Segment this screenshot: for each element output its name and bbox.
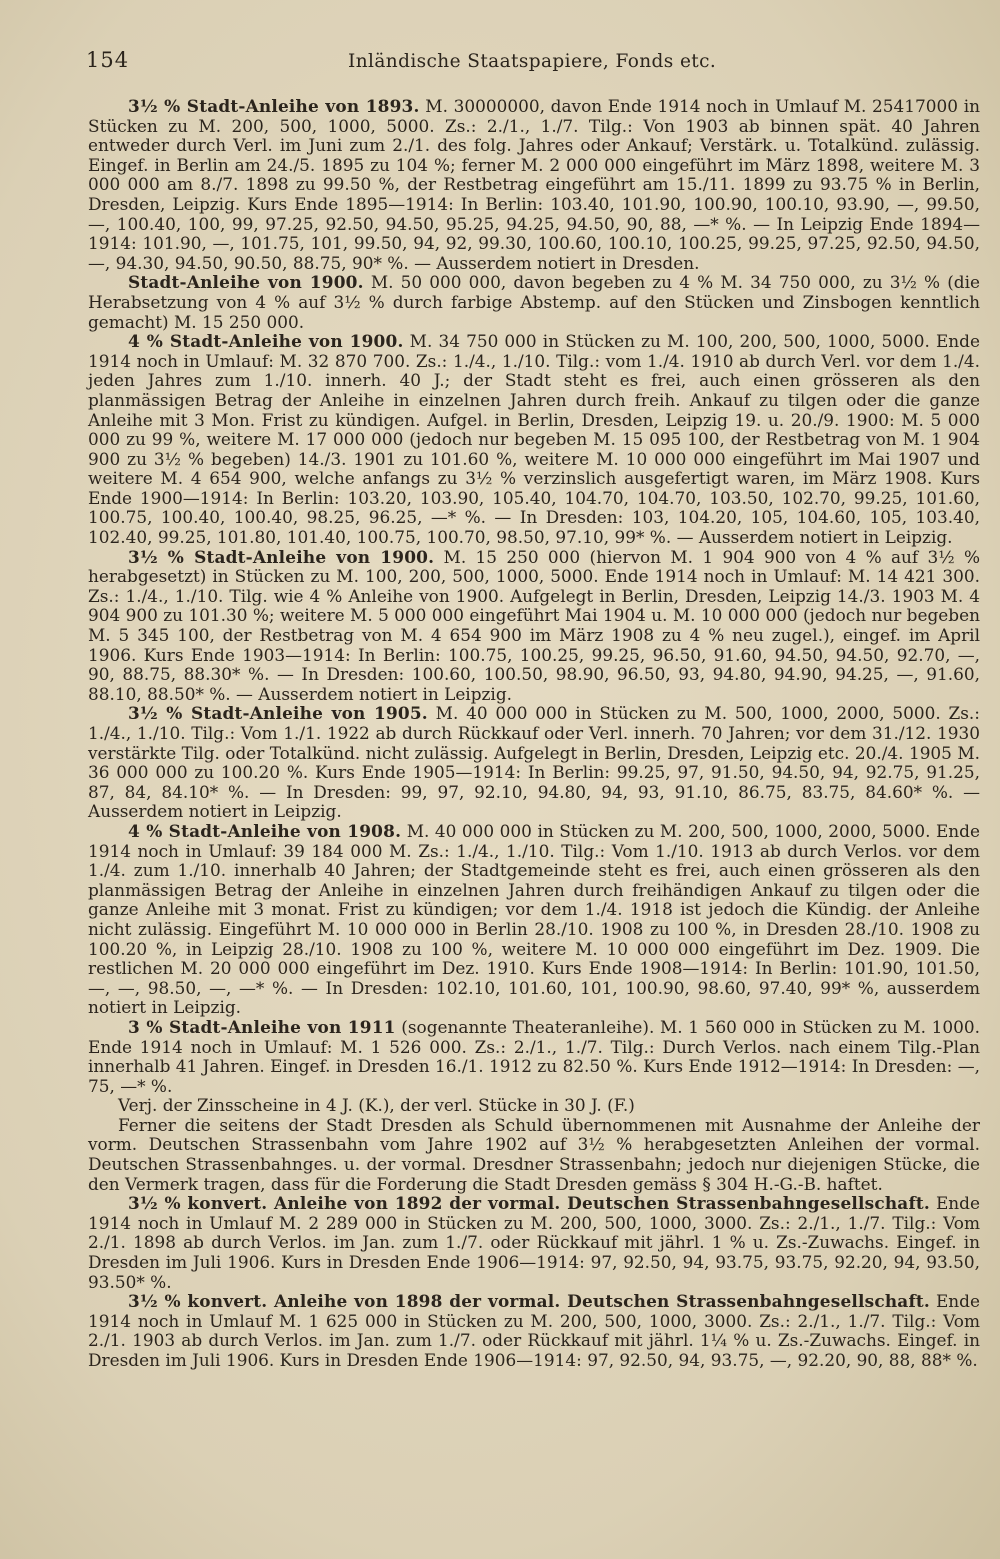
entry-text: M. 40 000 000 in Stücken zu M. 200, 500, 1000, 2000, 5000. Ende 1914 noch in Umlauf: 39 184 000 M. Zs.: 1./4., 1./10. Tilg.: Vom 1./10. 1913 ab durch Verlos. vor dem 1./4. zum 1./10. innerhalb 40 Jahren; der Stadtgemeinde steht es frei, auch einen grösseren als den planmässigen Betrag der Anleihe in einzelnen Jahren durch freihändigen Ankauf zu tilgen oder die ganze Anleihe mit 3 monat. Frist zu kündigen; vor dem 1./4. 1918 ist jedoch die Kündig. der Anleihe nicht zulässig. Eingeführt M. 10 000 000 in Berlin 28./10. 1908 zu 100 %, in Dresden 28./10. 1908 zu 100.20 %, in Leipzig 28./10. 1908 zu 100 %, weitere M. 10 000 000 eingeführt im Dez. 1909. Die restlichen M. 20 000 000 eingeführt im Dez. 1910. Kurs Ende 1908—1914: In Berlin: 101.90, 101.50, —, —, 98.50, —, —* %. — In Dresden: 102.10, 101.60, 101, 100.90, 98.60, 97.40, 99* %, ausserdem notiert in Leipzig. (88, 820, 980, 1018)
entry-konvert-anleihe-1898 (88, 1292, 980, 1370)
entry-text: M. 40 000 000 in Stücken zu M. 500, 1000, 2000, 5000. Zs.: 1./4., 1./10. Tilg.: Vom 1./1. 1922 ab durch Rückkauf oder Verl. innerh. 70 Jahren; vor dem 31./12. 1930 verstärkte Tilg. oder Totalkünd. nicht zulässig. Aufgelegt in Berlin, Dresden, Leipzig etc. 20./4. 1905 M. 36 000 000 zu 100.20 %. Kurs Ende 1905—1914: In Berlin: 99.25, 97, 91.50, 94.50, 94, 92.75, 91.25, 87, 84, 84.10* %. — In Dresden: 99, 97, 92.10, 94.80, 94, 93, 91.10, 86.75, 83.75, 84.60* %. — Ausserdem notiert in Leipzig. (88, 703, 980, 822)
running-title: Inländische Staatspapiere, Fonds etc. (348, 51, 717, 72)
entry-text: M. 50 000 000, davon begeben zu 4 % M. 34 750 000, zu 3½ % (die Herabsetzung von 4 % auf 3½ % durch farbige Abstemp. auf den Stücken und Zinsbogen kenntlich gemacht) M. 15 250 000. (88, 272, 981, 332)
entry-4pct-stadt-anleihe-1900 (88, 332, 980, 548)
entry-stadt-anleihe-1900 (88, 273, 980, 332)
page-header (86, 48, 966, 80)
entry-text: Verj. der Zinsscheine in 4 J. (K.), der verl. Stücke in 30 J. (F.) (118, 1095, 635, 1116)
entry-title: 3½ % konvert. Anleihe von 1898 der vormal. Deutschen Strassenbahngesellschaft. (128, 1291, 930, 1312)
entry-title: 4 % Stadt-Anleihe von 1908. (128, 820, 402, 841)
entry-text: Ferner die seitens der Stadt Dresden als Schuld übernommenen mit Ausnahme der Anleihe der vorm. Deutschen Strassenbahn vom Jahre 1902 auf 3½ % herabgesetzten Anleihen der vormal. Deutschen Strassenbahnges. u. der vormal. Dresdner Strassenbahn; jedoch nur diejenigen Stücke, die den Vermerk tragen, dass für die Forderung die Stadt Dresden gemäss § 304 H.-G.-B. haftet. (88, 1114, 980, 1194)
entry-stadt-anleihe-1908 (88, 822, 980, 1018)
entry-title: 3½ % konvert. Anleihe von 1892 der vormal. Deutschen Strassenbahngesellschaft. (128, 1193, 930, 1214)
entry-text: (sogenannte Theateranleihe). M. 1 560 000 in Stücken zu M. 1000. Ende 1914 noch in Umlauf: M. 1 526 000. Zs.: 2./1., 1./7. Tilg.: Durch Verlos. nach einem Tilg.-Plan innerhalb 41 Jahren. Eingef. in Dresden 16./1. 1912 zu 82.50 %. Kurs Ende 1912—1914: In Dresden: —, 75, —* %. (88, 1016, 980, 1096)
entry-text: M. 30000000, davon Ende 1914 noch in Umlauf M. 25417000 in Stücken zu M. 200, 500, 1000, 5000. Zs.: 2./1., 1./7. Tilg.: Von 1903 ab binnen spät. 40 Jahren entweder durch Verl. im Juni zum 2./1. des folg. Jahres oder Ankauf; Verstärk. u. Totalkünd. zulässig. Eingef. in Berlin am 24./5. 1895 zu 104 %; ferner M. 2 000 000 eingeführt im März 1898, weitere M. 3 000 000 am 8./7. 1898 zu 99.50 %, der Restbetrag eingeführt am 15./11. 1899 zu 93.75 % in Berlin, Dresden, Leipzig. Kurs Ende 1895—1914: In Berlin: 103.40, 101.90, 100.90, 100.10, 93.90, —, 99.50, —, 100.40, 100, 99, 97.25, 92.50, 94.50, 95.25, 94.25, 94.50, 90, 88, —* %. — In Leipzig Ende 1894—1914: 101.90, —, 101.75, 101, 99.50, 94, 92, 99.30, 100.60, 100.10, 100.25, 99.25, 97.25, 92.50, 94.50, —, 94.30, 94.50, 90.50, 88.75, 90* %. — Ausserdem notiert in Dresden. (88, 96, 980, 273)
entry-stadt-anleihe-1905 (88, 704, 980, 822)
entry-title: Stadt-Anleihe von 1900. (128, 272, 364, 293)
entry-uebernommene-anleihen (88, 1116, 980, 1194)
entry-text: Ende 1914 noch in Umlauf M. 2 289 000 in Stücken zu M. 200, 500, 1000, 3000. Zs.: 2./1., 1./7. Tilg.: Vom 2./1. 1898 ab durch Verlos. im Jan. zum 1./7. oder Rückkauf mit jährl. 1 % u. Zs.-Zuwachs. Eingef. in Dresden im Juli 1906. Kurs in Dresden Ende 1906—1914: 97, 92.50, 94, 93.75, 93.75, 92.20, 94, 93.50, 93.50* %. (88, 1193, 980, 1292)
document-body (88, 97, 980, 1371)
entry-title: 3½ % Stadt-Anleihe von 1900. (128, 546, 435, 567)
entry-title: 3½ % Stadt-Anleihe von 1905. (128, 703, 428, 724)
entry-text: M. 34 750 000 in Stücken zu M. 100, 200, 500, 1000, 5000. Ende 1914 noch in Umlauf: M. 32 870 700. Zs.: 1./4., 1./10. Tilg.: vom 1./4. 1910 ab durch Verl. vor dem 1./4. jeden Jahres zum 1./10. innerh. 40 J.; der Stadt steht es frei, auch einen grösseren als den planmässigen Betrag der Anleihe in einzelnen Jahren durch freih. Ankauf zu tilgen oder die ganze Anleihe mit 3 Mon. Frist zu kündigen. Aufgel. in Berlin, Dresden, Leipzig 19. u. 20./9. 1900: M. 5 000 000 zu 99 %, weitere M. 17 000 000 (jedoch nur begeben M. 15 095 100, der Restbetrag von M. 1 904 900 zu 3½ % begeben) 14./3. 1901 zu 101.60 %, weitere M. 10 000 000 eingeführt im Mai 1907 und weitere M. 4 654 900, welche anfangs zu 3½ % verzinslich ausgefertigt waren, im März 1908. Kurs Ende 1900—1914: In Berlin: 103.20, 103.90, 105.40, 104.70, 104.70, 103.50, 102.70, 99.25, 101.60, 100.75, 100.40, 100.40, 98.25, 96.25, —* %. — In Dresden: 103, 104.20, 105, 104.60, 105, 103.40, 102.40, 99.25, 101.80, 101.40, 100.75, 100.70, 98.50, 97.10, 99* %. — Ausserdem notiert in Leipzig. (88, 331, 980, 548)
entry-text: Ende 1914 noch in Umlauf M. 1 625 000 in Stücken zu M. 200, 500, 1000, 3000. Zs.: 2./1., 1./7. Tilg.: Vom 2./1. 1903 ab durch Verlos. im Jan. zum 1./7. oder Rückkauf mit jährl. 1¼ % u. Zs.-Zuwachs. Eingef. in Dresden im Juli 1906. Kurs in Dresden Ende 1906—1914: 97, 92.50, 94, 93.75, —, 92.20, 90, 88, 88* %. (88, 1291, 980, 1370)
page-number: 154 (86, 48, 130, 72)
entry-konvert-anleihe-1892 (88, 1194, 980, 1292)
entry-3half-stadt-anleihe-1900 (88, 548, 980, 705)
entry-text: M. 15 250 000 (hiervon M. 1 904 900 von 4 % auf 3½ % herabgesetzt) in Stücken zu M. 100, 200, 500, 1000, 5000. Ende 1914 noch in Umlauf: M. 14 421 300. Zs.: 1./4., 1./10. Tilg. wie 4 % Anleihe von 1900. Aufgelegt in Berlin, Dresden, Leipzig 14./3. 1903 M. 4 904 900 zu 101.30 %; weitere M. 5 000 000 eingeführt Mai 1904 u. M. 10 000 000 (jedoch nur begeben M. 5 345 100, der Restbetrag von M. 4 654 900 im März 1908 zu 4 % neu zugel.), eingef. im April 1906. Kurs Ende 1903—1914: In Berlin: 100.75, 100.25, 99.25, 96.50, 91.60, 94.50, 94.50, 92.70, —, 90, 88.75, 88.30* %. — In Dresden: 100.60, 100.50, 98.90, 96.50, 93, 94.80, 94.90, 94.25, —, 91.60, 88.10, 88.50* %. — Ausserdem notiert in Leipzig. (88, 546, 980, 704)
entry-verjaehrung (88, 1096, 980, 1116)
entry-stadt-anleihe-1893 (88, 97, 980, 273)
entry-title: 3 % Stadt-Anleihe von 1911 (128, 1016, 396, 1037)
entry-stadt-anleihe-1911 (88, 1018, 980, 1096)
entry-title: 4 % Stadt-Anleihe von 1900. (128, 331, 404, 352)
entry-title: 3½ % Stadt-Anleihe von 1893. (128, 96, 420, 116)
